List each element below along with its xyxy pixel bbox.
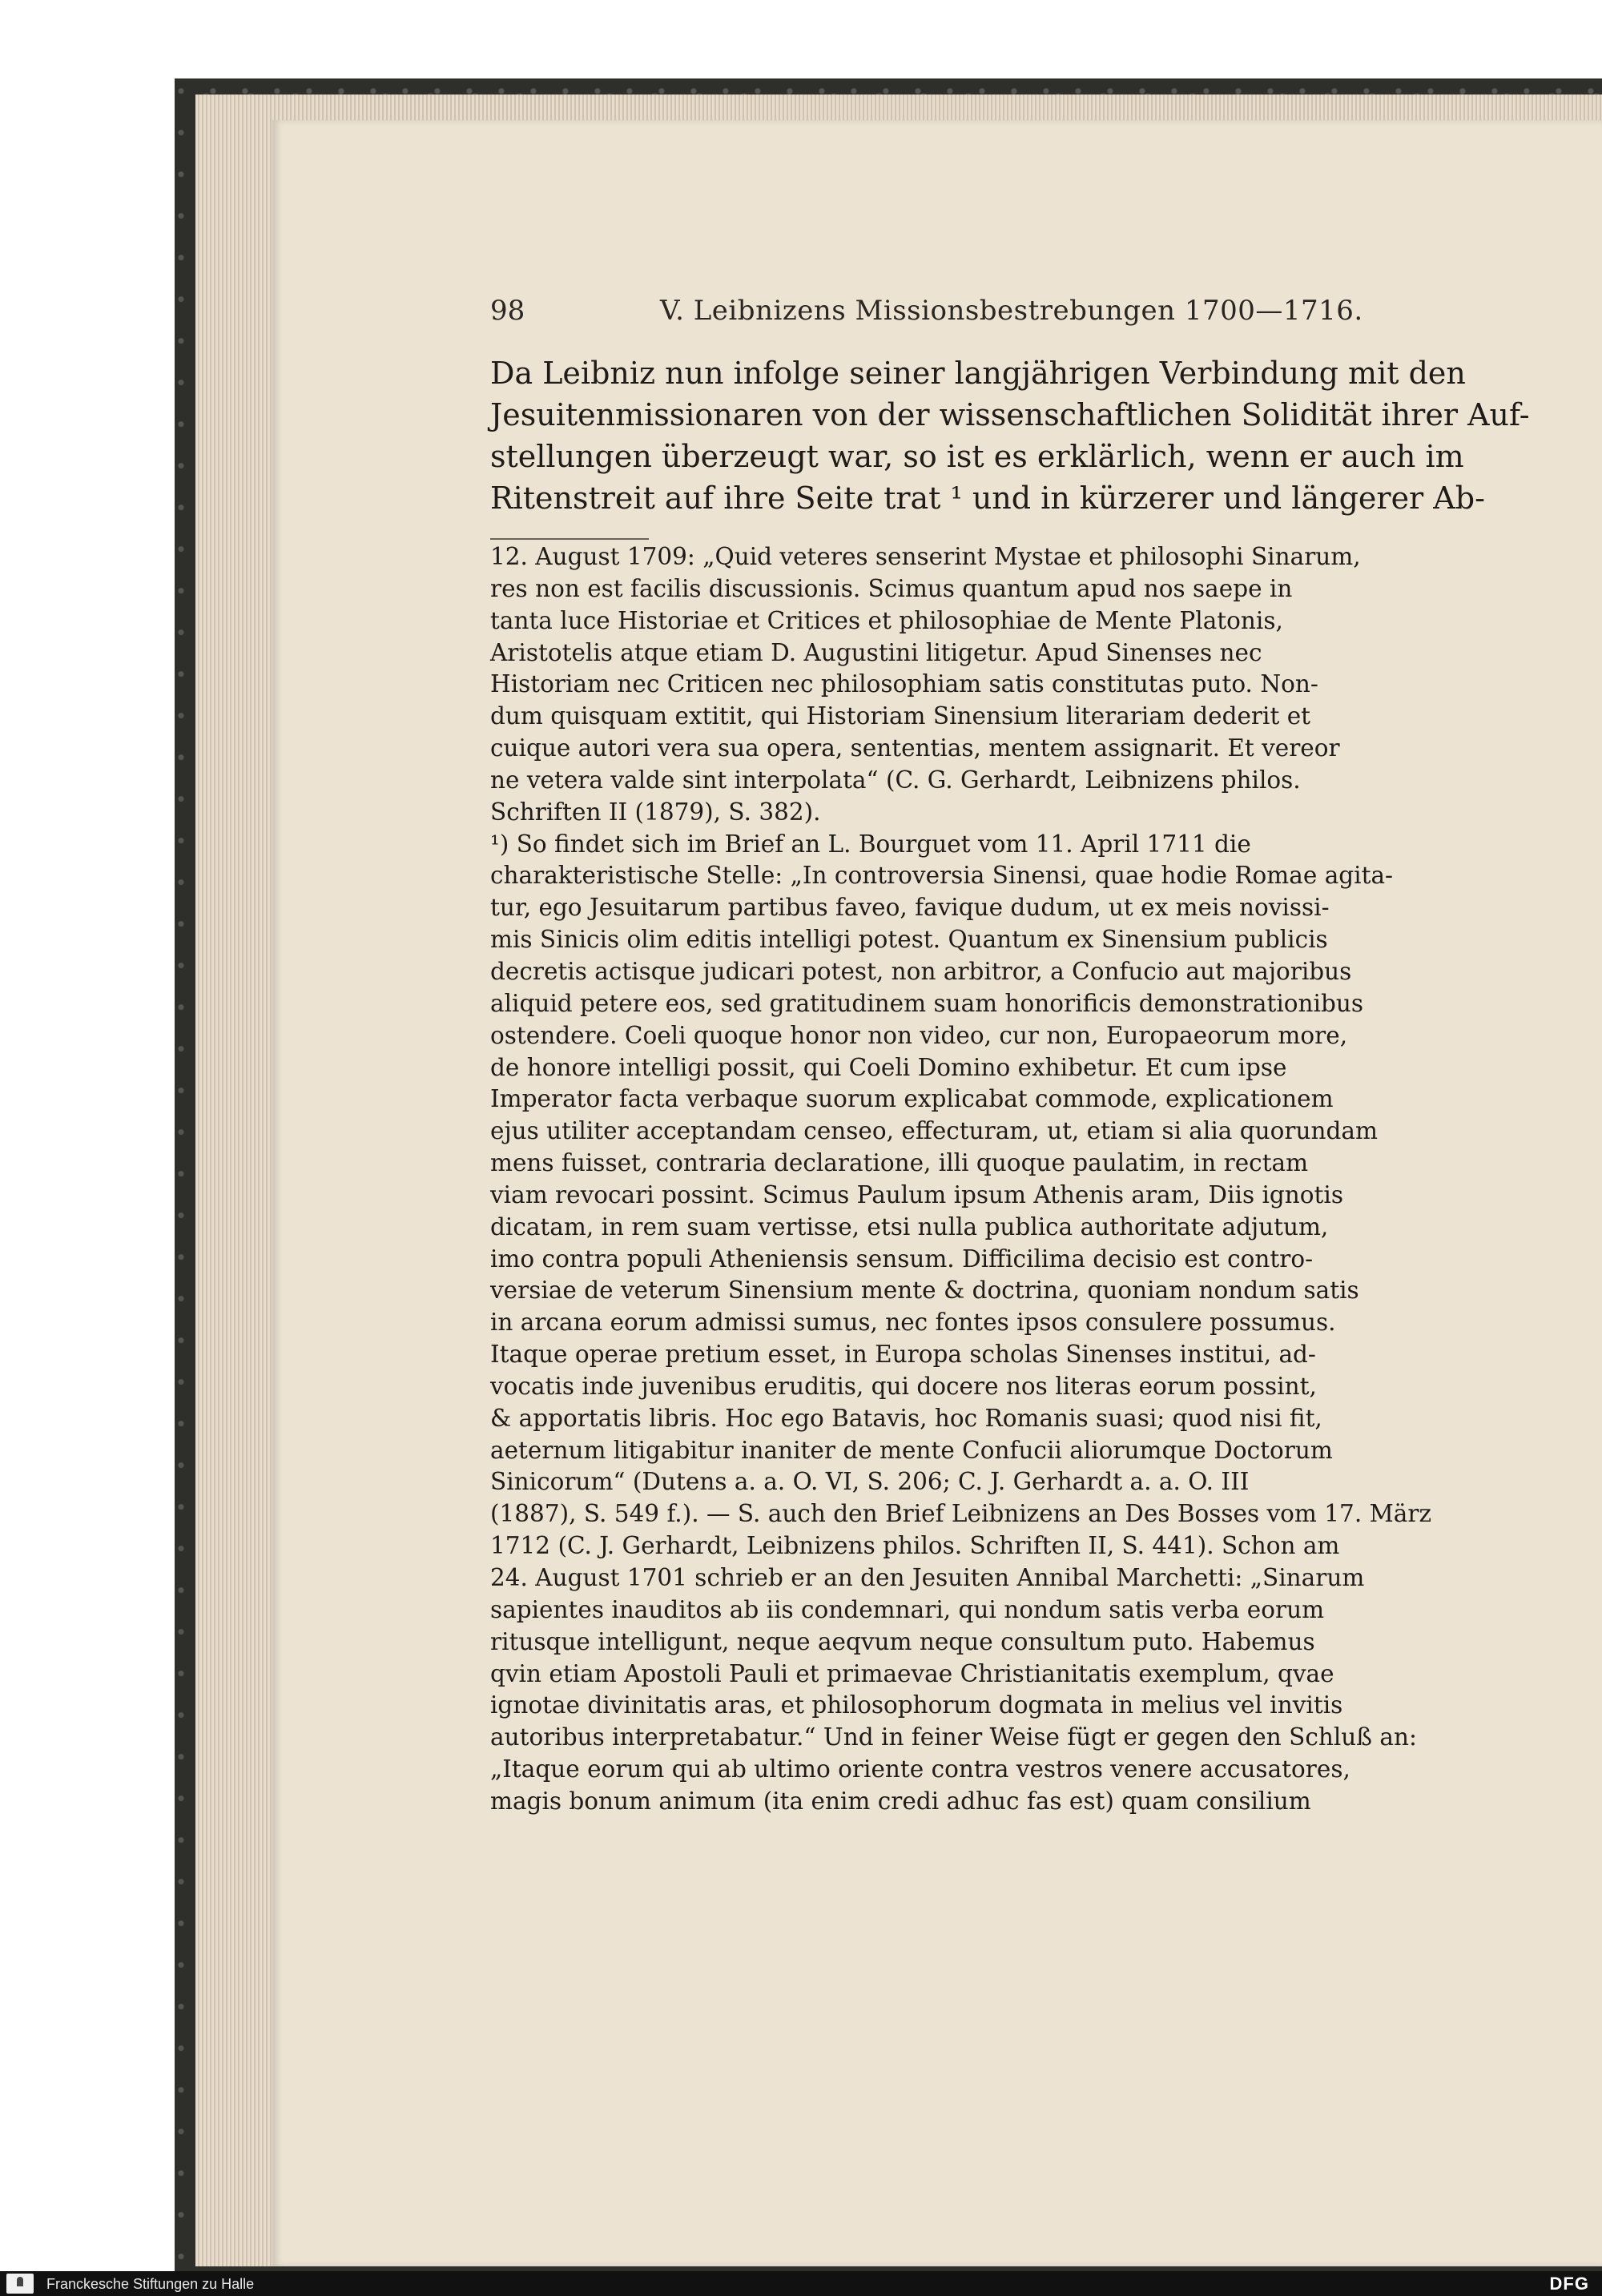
footnote-line: tanta luce Historiae et Critices et philosophiae de Mente Platonis, bbox=[490, 606, 1283, 634]
footnote-separator bbox=[490, 538, 649, 540]
footnote-line: cuique autori vera sua opera, sententias, mentem assignarit. Et vereor bbox=[490, 734, 1340, 762]
footnote-line: ostendere. Coeli quoque honor non video, cur non, Europaeorum more, bbox=[490, 1021, 1348, 1049]
body-paragraph bbox=[490, 352, 1530, 519]
body-line: Da Leibniz nun infolge seiner langjährigen Verbindung mit den bbox=[490, 356, 1466, 391]
footnote-line: ¹) So findet sich im Brief an L. Bourguet vom 11. April 1711 die bbox=[490, 830, 1251, 858]
footnote-line: autoribus interpretabatur.“ Und in feiner Weise fügt er gegen den Schluß an: bbox=[490, 1723, 1417, 1751]
footnote-line: versiae de veterum Sinensium mente & doctrina, quoniam nondum satis bbox=[490, 1277, 1359, 1305]
footnote-line: 12. August 1709: „Quid veteres senserint Mystae et philosophi Sinarum, bbox=[490, 543, 1361, 570]
footnote-line: aeternum litigabitur inaniter de mente Confucii aliorumque Doctorum bbox=[490, 1436, 1333, 1464]
footnote-line: 24. August 1701 schrieb er an den Jesuiten Annibal Marchetti: „Sinarum bbox=[490, 1564, 1365, 1591]
footnote-line: mens fuisset, contraria declaratione, illi quoque paulatim, in rectam bbox=[490, 1149, 1309, 1177]
footnote-line: ignotae divinitatis aras, et philosophorum dogmata in melius vel invitis bbox=[490, 1691, 1343, 1719]
running-head bbox=[490, 288, 1419, 336]
body-line: stellungen überzeugt war, so ist es erklärlich, wenn er auch im bbox=[490, 439, 1464, 474]
footer-bar bbox=[0, 2271, 1602, 2296]
footnotes-block bbox=[490, 541, 1432, 1818]
footnote-line: de honore intelligi possit, qui Coeli Domino exhibetur. Et cum ipse bbox=[490, 1053, 1287, 1081]
footnote-line: magis bonum animum (ita enim credi adhuc fas est) quam consilium bbox=[490, 1787, 1311, 1815]
body-line: Jesuitenmissionaren von der wissenschaftlichen Solidität ihrer Auf- bbox=[490, 397, 1530, 432]
footnote-line: aliquid petere eos, sed gratitudinem suam honorificis demonstrationibus bbox=[490, 989, 1363, 1017]
footnote-line: imo contra populi Atheniensis sensum. Difficilima decisio est contro- bbox=[490, 1245, 1314, 1273]
footnote-line: in arcana eorum admissi sumus, nec fontes ipsos consulere possumus. bbox=[490, 1309, 1336, 1337]
footnote-line: ejus utiliter acceptandam censeo, effecturam, ut, etiam si alia quorundam bbox=[490, 1117, 1378, 1145]
institution-name: Franckesche Stiftungen zu Halle bbox=[46, 2276, 255, 2292]
footnote-line: Schriften II (1879), S. 382). bbox=[490, 798, 821, 826]
institution-logo-icon bbox=[6, 2274, 34, 2294]
footnote-line: (1887), S. 549 f.). — S. auch den Brief Leibnizens an Des Bosses vom 17. März bbox=[490, 1500, 1432, 1528]
footnote-line: „Itaque eorum qui ab ultimo oriente contra vestros venere accusatores, bbox=[490, 1755, 1350, 1783]
footnote-line: mis Sinicis olim editis intelligi potest. Quantum ex Sinensium publicis bbox=[490, 926, 1328, 954]
footnote-line: charakteristische Stelle: „In controversia Sinensi, quae hodie Romae agita- bbox=[490, 862, 1394, 890]
footnote-line: ritusque intelligunt, neque aeqvum neque consultum puto. Habemus bbox=[490, 1627, 1315, 1655]
footnote-line: dum quisquam extitit, qui Historiam Sinensium literariam dederit et bbox=[490, 702, 1311, 730]
footnote-line: qvin etiam Apostoli Pauli et primaevae Christianitatis exemplum, qvae bbox=[490, 1659, 1334, 1687]
page-number: 98 bbox=[490, 295, 525, 327]
footnote-line: tur, ego Jesuitarum partibus faveo, favique dudum, ut ex meis novissi- bbox=[490, 894, 1330, 922]
footnote-line: decretis actisque judicari potest, non arbitror, a Confucio aut majoribus bbox=[490, 957, 1352, 985]
dfg-logo: DFG bbox=[1549, 2274, 1589, 2294]
footnote-line: 1712 (C. J. Gerhardt, Leibnizens philos. Schriften II, S. 441). Schon am bbox=[490, 1532, 1340, 1560]
footnote-line: Itaque operae pretium esset, in Europa scholas Sinenses institui, ad- bbox=[490, 1341, 1316, 1369]
footnote-line: Sinicorum“ (Dutens a. a. O. VI, S. 206; C. J. Gerhardt a. a. O. III bbox=[490, 1468, 1250, 1496]
chapter-title: V. Leibnizens Missionsbestrebungen 1700—1716. bbox=[660, 295, 1363, 327]
footnote-line: ne vetera valde sint interpolata“ (C. G. Gerhardt, Leibnizens philos. bbox=[490, 766, 1301, 794]
footnote-line: sapientes inauditos ab iis condemnari, qui nondum satis verba eorum bbox=[490, 1595, 1325, 1623]
footnote-line: vocatis inde juvenibus eruditis, qui docere nos literas eorum possint, bbox=[490, 1372, 1317, 1400]
footnote-line: res non est facilis discussionis. Scimus quantum apud nos saepe in bbox=[490, 574, 1293, 602]
footnote-line: viam revocari possint. Scimus Paulum ipsum Athenis aram, Diis ignotis bbox=[490, 1180, 1343, 1208]
footnote-line: dicatam, in rem suam vertisse, etsi nulla publica authoritate adjutum, bbox=[490, 1212, 1329, 1240]
footnote-line: Historiam nec Criticen nec philosophiam satis constitutas puto. Non- bbox=[490, 670, 1318, 698]
footnote-line: Aristotelis atque etiam D. Augustini litigetur. Apud Sinenses nec bbox=[490, 638, 1262, 666]
footnote-line: Imperator facta verbaque suorum explicabat commode, explicationem bbox=[490, 1085, 1334, 1113]
footnote-line: & apportatis libris. Hoc ego Batavis, hoc Romanis suasi; quod nisi fit, bbox=[490, 1404, 1322, 1432]
body-line: Ritenstreit auf ihre Seite trat ¹ und in kürzerer und längerer Ab- bbox=[490, 481, 1485, 516]
